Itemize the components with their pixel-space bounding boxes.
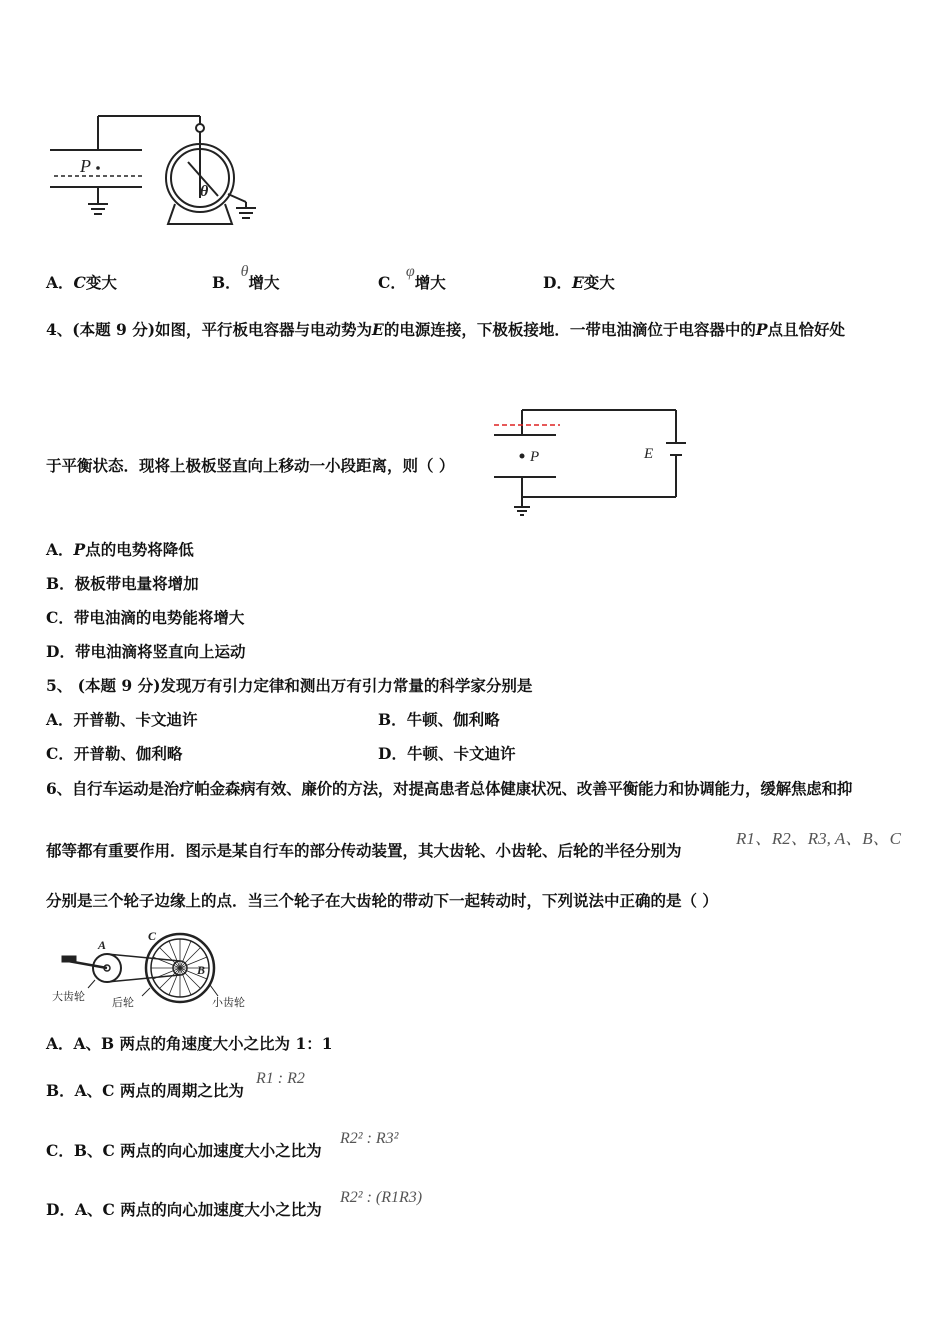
q3-figure-label-theta: θ bbox=[200, 183, 209, 200]
q6-figure-label-rear-wheel: 后轮 bbox=[112, 996, 134, 1009]
q3-option-d: D．E变大 bbox=[543, 273, 615, 292]
q6-figure-label-small-gear: 小齿轮 bbox=[212, 996, 245, 1009]
q6-bicycle-figure bbox=[50, 930, 265, 1012]
q4-figure-label-p: P bbox=[530, 449, 540, 465]
q4-capacitor-figure bbox=[490, 405, 690, 523]
q3-electroscope-figure bbox=[50, 110, 270, 240]
q5-option-c: C．开普勒、伽利略 bbox=[46, 744, 183, 763]
q6-option-d-math: R2² : (R1R3) bbox=[340, 1189, 423, 1206]
q3-option-b: B．θ增大 bbox=[212, 263, 280, 292]
q6-option-c: C．B、C 两点的向心加速度大小之比为 bbox=[46, 1141, 322, 1160]
q3-theta-symbol: θ bbox=[240, 263, 249, 280]
q5-stem: 5、 (本题 9 分)发现万有引力定律和测出万有引力常量的科学家分别是 bbox=[46, 676, 533, 695]
q4-stem-line1: 4、(本题 9 分)如图，平行板电容器与电动势为E的电源连接，下极板接地．一带电油滴位于电容器中的P点且恰好处 bbox=[46, 320, 846, 339]
q6-radii-math: R1、R2、R3, A、B、C bbox=[736, 829, 901, 848]
q4-option-d: D．带电油滴将竖直向上运动 bbox=[46, 642, 246, 661]
q6-stem-line3: 分别是三个轮子边缘上的点．当三个轮子在大齿轮的带动下一起转动时，下列说法中正确的是（ ） bbox=[46, 891, 718, 910]
q4-option-c: C．带电油滴的电势能将增大 bbox=[46, 608, 245, 627]
q4-figure-label-e: E bbox=[644, 446, 654, 462]
q6-figure-label-c: C bbox=[148, 930, 157, 943]
q3-figure-label-p: P bbox=[80, 156, 91, 176]
q6-option-c-math: R2² : R3² bbox=[340, 1130, 399, 1147]
q6-option-b: B．A、C 两点的周期之比为 bbox=[46, 1081, 244, 1100]
q4-stem-line2: 于平衡状态．现将上极板竖直向上移动一小段距离，则（ ） bbox=[46, 456, 455, 475]
q6-stem-line2: 郁等都有重要作用．图示是某自行车的部分传动装置，其大齿轮、小齿轮、后轮的半径分别为 bbox=[46, 841, 682, 860]
q6-figure-label-big-gear: 大齿轮 bbox=[52, 990, 85, 1003]
q5-option-a: A．开普勒、卡文迪许 bbox=[46, 710, 198, 729]
q5-option-b: B．牛顿、伽利略 bbox=[378, 710, 500, 729]
q6-figure-label-b: B bbox=[197, 963, 206, 977]
q3-phi-symbol: φ bbox=[405, 263, 415, 280]
q6-stem-line1: 6、自行车运动是治疗帕金森病有效、廉价的方法，对提高患者总体健康状况、改善平衡能力和协调能力，缓解焦虑和抑 bbox=[46, 779, 853, 798]
q6-option-b-math: R1 : R2 bbox=[256, 1070, 305, 1087]
q4-option-a: A．P点的电势将降低 bbox=[46, 540, 194, 559]
q3-option-c: C．φ增大 bbox=[378, 263, 446, 292]
q3-option-a: A．C变大 bbox=[46, 273, 117, 292]
q6-option-d: D．A、C 两点的向心加速度大小之比为 bbox=[46, 1200, 322, 1219]
q5-option-d: D．牛顿、卡文迪许 bbox=[378, 744, 516, 763]
q4-option-b: B．极板带电量将增加 bbox=[46, 574, 199, 593]
q6-option-a: A．A、B 两点的角速度大小之比为 1：1 bbox=[46, 1034, 333, 1053]
q6-figure-label-a: A bbox=[98, 938, 107, 952]
